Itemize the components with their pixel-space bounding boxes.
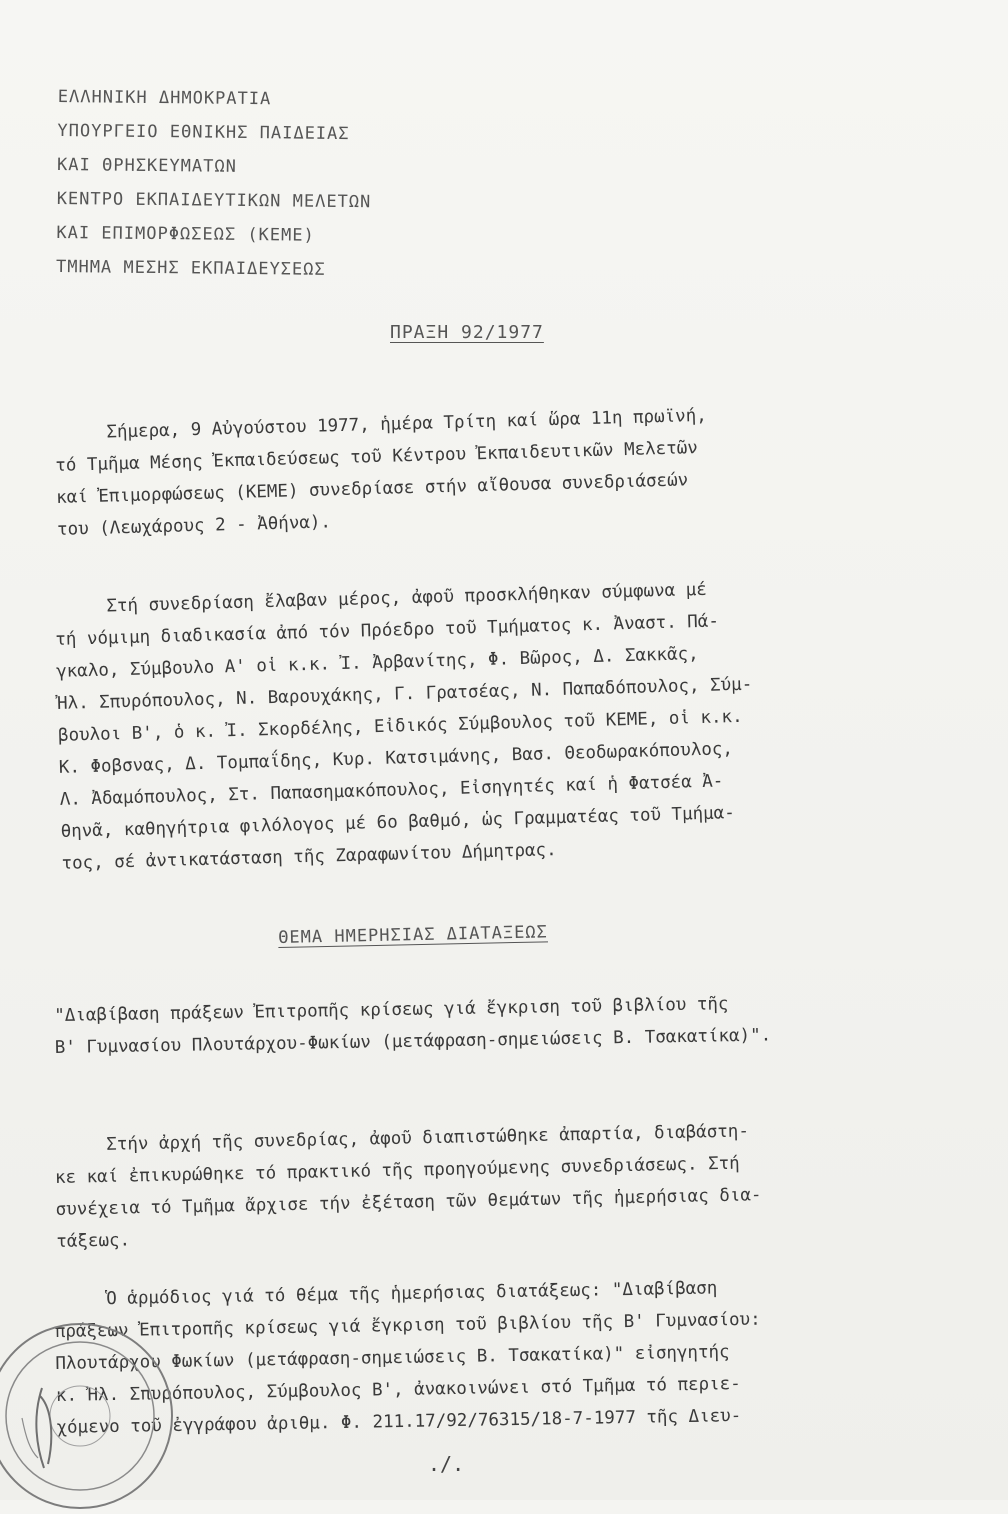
official-seal-stamp bbox=[0, 1318, 178, 1514]
letterhead-line: ΚΑΙ ΘΡΗΣΚΕΥΜΑΤΩΝ bbox=[57, 154, 237, 177]
agenda-heading: ΘΕΜΑ ΗΜΕΡΗΣΙΑΣ ΔΙΑΤΑΞΕΩΣ bbox=[278, 922, 549, 948]
text-line: καί Ἐπιμορφώσεως (ΚΕΜΕ) συνεδρίασε στήν αἴθουσα συνεδριάσεών bbox=[55, 470, 689, 508]
text-line: θηνᾶ, καθηγήτρια φιλόλογος μέ 6ο βαθμό, ὡς Γραμματέας τοῦ Τμήμα- bbox=[60, 803, 736, 842]
text-line: τάξεως. bbox=[56, 1230, 131, 1252]
text-line: Στήν ἀρχή τῆς συνεδρίας, ἀφοῦ διαπιστώθηκε ἀπαρτία, διαβάστη- bbox=[106, 1121, 750, 1155]
letterhead-line: ΚΑΙ ΕΠΙΜΟΡΦΩΣΕΩΣ (ΚΕΜΕ) bbox=[56, 222, 315, 246]
letterhead-line: ΕΛΛΗΝΙΚΗ ΔΗΜΟΚΡΑΤΙΑ bbox=[57, 86, 272, 110]
text-line: κ. Ἠλ. Σπυρόπουλος, Σύμβουλος Β', ἀνακοινώνει στό Τμῆμα τό περιε- bbox=[55, 1374, 741, 1406]
continuation-mark: ./. bbox=[428, 1452, 465, 1476]
letterhead-line: ΤΜΗΜΑ ΜΕΣΗΣ ΕΚΠΑΙΔΕΥΣΕΩΣ bbox=[55, 256, 326, 280]
text-line: Σήμερα, 9 Αὐγούστου 1977, ἡμέρα Τρίτη καί ὥρα 11η πρωϊνή, bbox=[106, 405, 708, 443]
document-title: ΠΡΑΞΗ 92/1977 bbox=[390, 322, 544, 343]
paragraph-attendees bbox=[54, 567, 972, 880]
text-line: χόμενο τοῦ ἐγγράφου ἀριθμ. Φ. 211.17/92/76315/18-7-1977 τῆς Διευ- bbox=[56, 1406, 742, 1438]
text-line: βουλοι Β', ὁ κ. Ἰ. Σκορδέλης, Εἰδικός Σύμβουλος τοῦ ΚΕΜΕ, οἱ κ.κ. bbox=[57, 706, 743, 746]
text-line: κε καί ἐπικυρώθηκε τό πρακτικό τῆς προηγούμενης συνεδριάσεως. Στή bbox=[54, 1153, 740, 1188]
paragraph-opening-session bbox=[54, 1111, 966, 1258]
text-line: πράξεων Ἐπιτροπῆς κρίσεως γιά ἔγκριση τοῦ βιβλίου τῆς Β' Γυμνασίου: bbox=[54, 1309, 761, 1342]
letterhead bbox=[56, 80, 373, 287]
letterhead-line: ΥΠΟΥΡΓΕΙΟ ΕΘΝΙΚΗΣ ΠΑΙΔΕΙΑΣ bbox=[57, 120, 350, 145]
text-line: τος, σέ ἀντικατάσταση τῆς Ζαραφωνίτου Δήμητρας. bbox=[61, 840, 557, 874]
paragraph-rapporteur bbox=[54, 1268, 967, 1444]
text-line: Ὁ ἁρμόδιος γιά τό θέμα τῆς ἡμερήσιας διατάξεως: "Διαβίβαση bbox=[106, 1278, 718, 1310]
text-line: του (Λεωχάρους 2 - Ἀθήνα). bbox=[56, 512, 332, 540]
text-line: Β' Γυμνασίου Πλουτάρχου-Φωκίων (μετάφραση-σημειώσεις Β. Τσακατίκα)". bbox=[54, 1025, 772, 1058]
paragraph-opening bbox=[54, 393, 967, 546]
text-line: γκαλο, Σύμβουλο Α' οἱ κ.κ. Ἰ. Ἀρβανίτης, Φ. Βῶρος, Δ. Σακκᾶς, bbox=[55, 644, 699, 682]
text-line: συνέχεια τό Τμῆμα ἄρχισε τήν ἐξέταση τῶν θεμάτων τῆς ἡμερήσιας δια- bbox=[55, 1185, 762, 1220]
text-line: "Διαβίβαση πράξεων Ἐπιτροπῆς κρίσεως γιά ἔγκριση τοῦ βιβλίου τῆς bbox=[54, 994, 729, 1026]
text-line: Ἠλ. Σπυρόπουλος, Ν. Βαρουχάκης, Γ. Γρατσέας, Ν. Παπαδόπουλος, Σύμ- bbox=[56, 674, 753, 714]
text-line: Λ. Ἀδαμόπουλος, Στ. Παπασημακόπουλος, Εἰσηγητές καί ἡ Φατσέα Ἀ- bbox=[59, 771, 724, 810]
text-line: Πλουτάρχου Φωκίων (μετάφραση-σημειώσεις Β. Τσακατίκα)" εἰσηγητής bbox=[55, 1342, 730, 1374]
letterhead-line: ΚΕΝΤΡΟ ΕΚΠΑΙΔΕΥΤΙΚΩΝ ΜΕΛΕΤΩΝ bbox=[56, 188, 372, 213]
text-line: τή νόμιμη διαδικασία ἀπό τόν Πρόεδρο τοῦ Τμήματος κ. Ἀναστ. Πά- bbox=[55, 611, 720, 650]
text-line: Στή συνεδρίαση ἔλαβαν μέρος, ἀφοῦ προσκλήθηκαν σύμφωνα μέ bbox=[106, 579, 708, 617]
agenda-text bbox=[54, 984, 965, 1064]
text-line: Κ. Φοβσνας, Δ. Τομπαΐδης, Κυρ. Κατσιμάνης, Βασ. Θεοδωρακόπουλος, bbox=[58, 739, 734, 778]
text-line: τό Τμῆμα Μέσης Ἐκπαιδεύσεως τοῦ Κέντρου Ἐκπαιδευτικῶν Μελετῶν bbox=[55, 438, 699, 476]
